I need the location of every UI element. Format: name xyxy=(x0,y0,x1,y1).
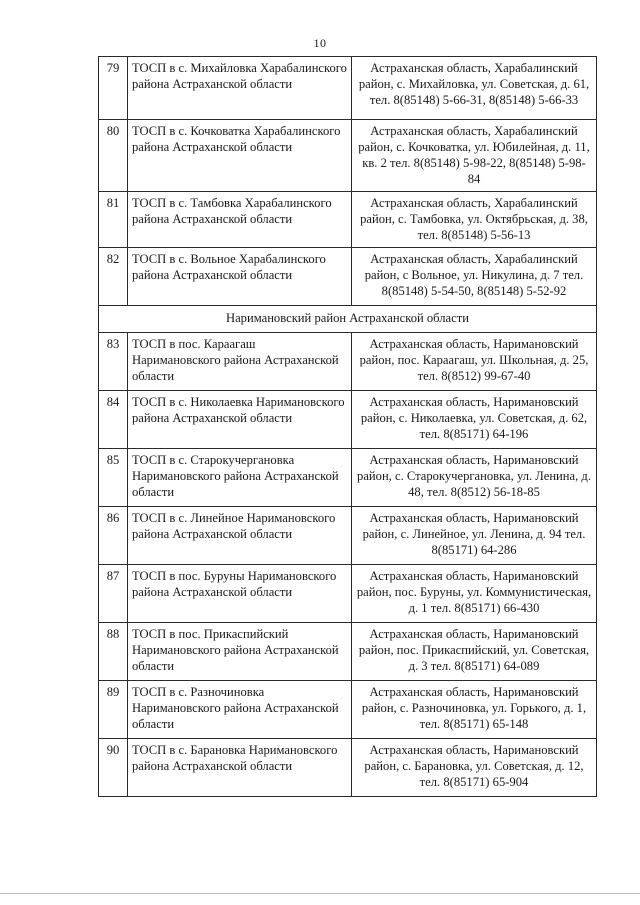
row-number: 79 xyxy=(99,57,128,120)
row-number: 87 xyxy=(99,565,128,623)
office-name: ТОСП в с. Барановка Наримановского района Астраханской области xyxy=(128,739,352,797)
office-name: ТОСП в с. Михайловка Харабалинского района Астраханской области xyxy=(128,57,352,120)
office-name: ТОСП в с. Николаевка Наримановского района Астраханской области xyxy=(128,391,352,449)
office-address: Астраханская область, Харабалинский район, с. Тамбовка, ул. Октябрьская, д. 38, тел. 8(85148) 5-56-13 xyxy=(352,192,597,248)
office-name: ТОСП в с. Тамбовка Харабалинского района Астраханской области xyxy=(128,192,352,248)
office-name: ТОСП в с. Разночиновка Наримановского района Астраханской области xyxy=(128,681,352,739)
office-name: ТОСП в с. Кочковатка Харабалинского района Астраханской области xyxy=(128,120,352,192)
section-row xyxy=(99,306,597,333)
table-row xyxy=(99,681,597,739)
office-address: Астраханская область, Наримановский район, пос. Прикаспийский, ул. Советская, д. 3 тел. 8(85171) 64-089 xyxy=(352,623,597,681)
office-address: Астраханская область, Наримановский район, пос. Караагаш, ул. Школьная, д. 25, тел. 8(8512) 99-67-40 xyxy=(352,333,597,391)
table-row xyxy=(99,333,597,391)
office-address: Астраханская область, Харабалинский район, с Вольное, ул. Никулина, д. 7 тел. 8(85148) 5-54-50, 8(85148) 5-52-92 xyxy=(352,248,597,306)
table-row xyxy=(99,120,597,192)
table-row xyxy=(99,391,597,449)
table-row xyxy=(99,739,597,797)
office-name: ТОСП в пос. Караагаш Наримановского района Астраханской области xyxy=(128,333,352,391)
office-address: Астраханская область, Наримановский район, с. Старокучергановка, ул. Ленина, д. 48, тел. 8(8512) 56-18-85 xyxy=(352,449,597,507)
table-row xyxy=(99,623,597,681)
row-number: 88 xyxy=(99,623,128,681)
office-address: Астраханская область, Наримановский район, с. Линейное, ул. Ленина, д. 94 тел. 8(85171) 64-286 xyxy=(352,507,597,565)
office-address: Астраханская область, Наримановский район, с. Николаевка, ул. Советская, д. 62, тел. 8(85171) 64-196 xyxy=(352,391,597,449)
office-address: Астраханская область, Наримановский район, с. Разночиновка, ул. Горького, д. 1, тел. 8(85171) 65-148 xyxy=(352,681,597,739)
office-address: Астраханская область, Наримановский район, пос. Буруны, ул. Коммунистическая, д. 1 тел. 8(85171) 66-430 xyxy=(352,565,597,623)
row-number: 80 xyxy=(99,120,128,192)
office-address: Астраханская область, Харабалинский район, с. Кочковатка, ул. Юбилейная, д. 11, кв. 2 тел. 8(85148) 5-98-22, 8(85148) 5-98-84 xyxy=(352,120,597,192)
table-row xyxy=(99,449,597,507)
row-number: 85 xyxy=(99,449,128,507)
row-number: 90 xyxy=(99,739,128,797)
row-number: 89 xyxy=(99,681,128,739)
office-name: ТОСП в с. Линейное Наримановского района Астраханской области xyxy=(128,507,352,565)
row-number: 86 xyxy=(99,507,128,565)
office-address: Астраханская область, Наримановский район, с. Барановка, ул. Советская, д. 12, тел. 8(85171) 65-904 xyxy=(352,739,597,797)
page-number: 10 xyxy=(313,36,327,50)
table-row xyxy=(99,248,597,306)
office-address: Астраханская область, Харабалинский район, с. Михайловка, ул. Советская, д. 61, тел. 8(85148) 5-66-31, 8(85148) 5-66-33 xyxy=(352,57,597,120)
table-row xyxy=(99,507,597,565)
offices-table xyxy=(98,56,597,797)
row-number: 82 xyxy=(99,248,128,306)
section-title: Наримановский район Астраханской области xyxy=(99,306,597,333)
table-row xyxy=(99,57,597,120)
table-row xyxy=(99,192,597,248)
table-row xyxy=(99,565,597,623)
scan-edge-line xyxy=(0,893,640,894)
row-number: 84 xyxy=(99,391,128,449)
office-name: ТОСП в пос. Прикаспийский Наримановского района Астраханской области xyxy=(128,623,352,681)
row-number: 81 xyxy=(99,192,128,248)
office-name: ТОСП в с. Старокучергановка Наримановского района Астраханской области xyxy=(128,449,352,507)
office-name: ТОСП в с. Вольное Харабалинского района Астраханской области xyxy=(128,248,352,306)
row-number: 83 xyxy=(99,333,128,391)
office-name: ТОСП в пос. Буруны Наримановского района Астраханской области xyxy=(128,565,352,623)
